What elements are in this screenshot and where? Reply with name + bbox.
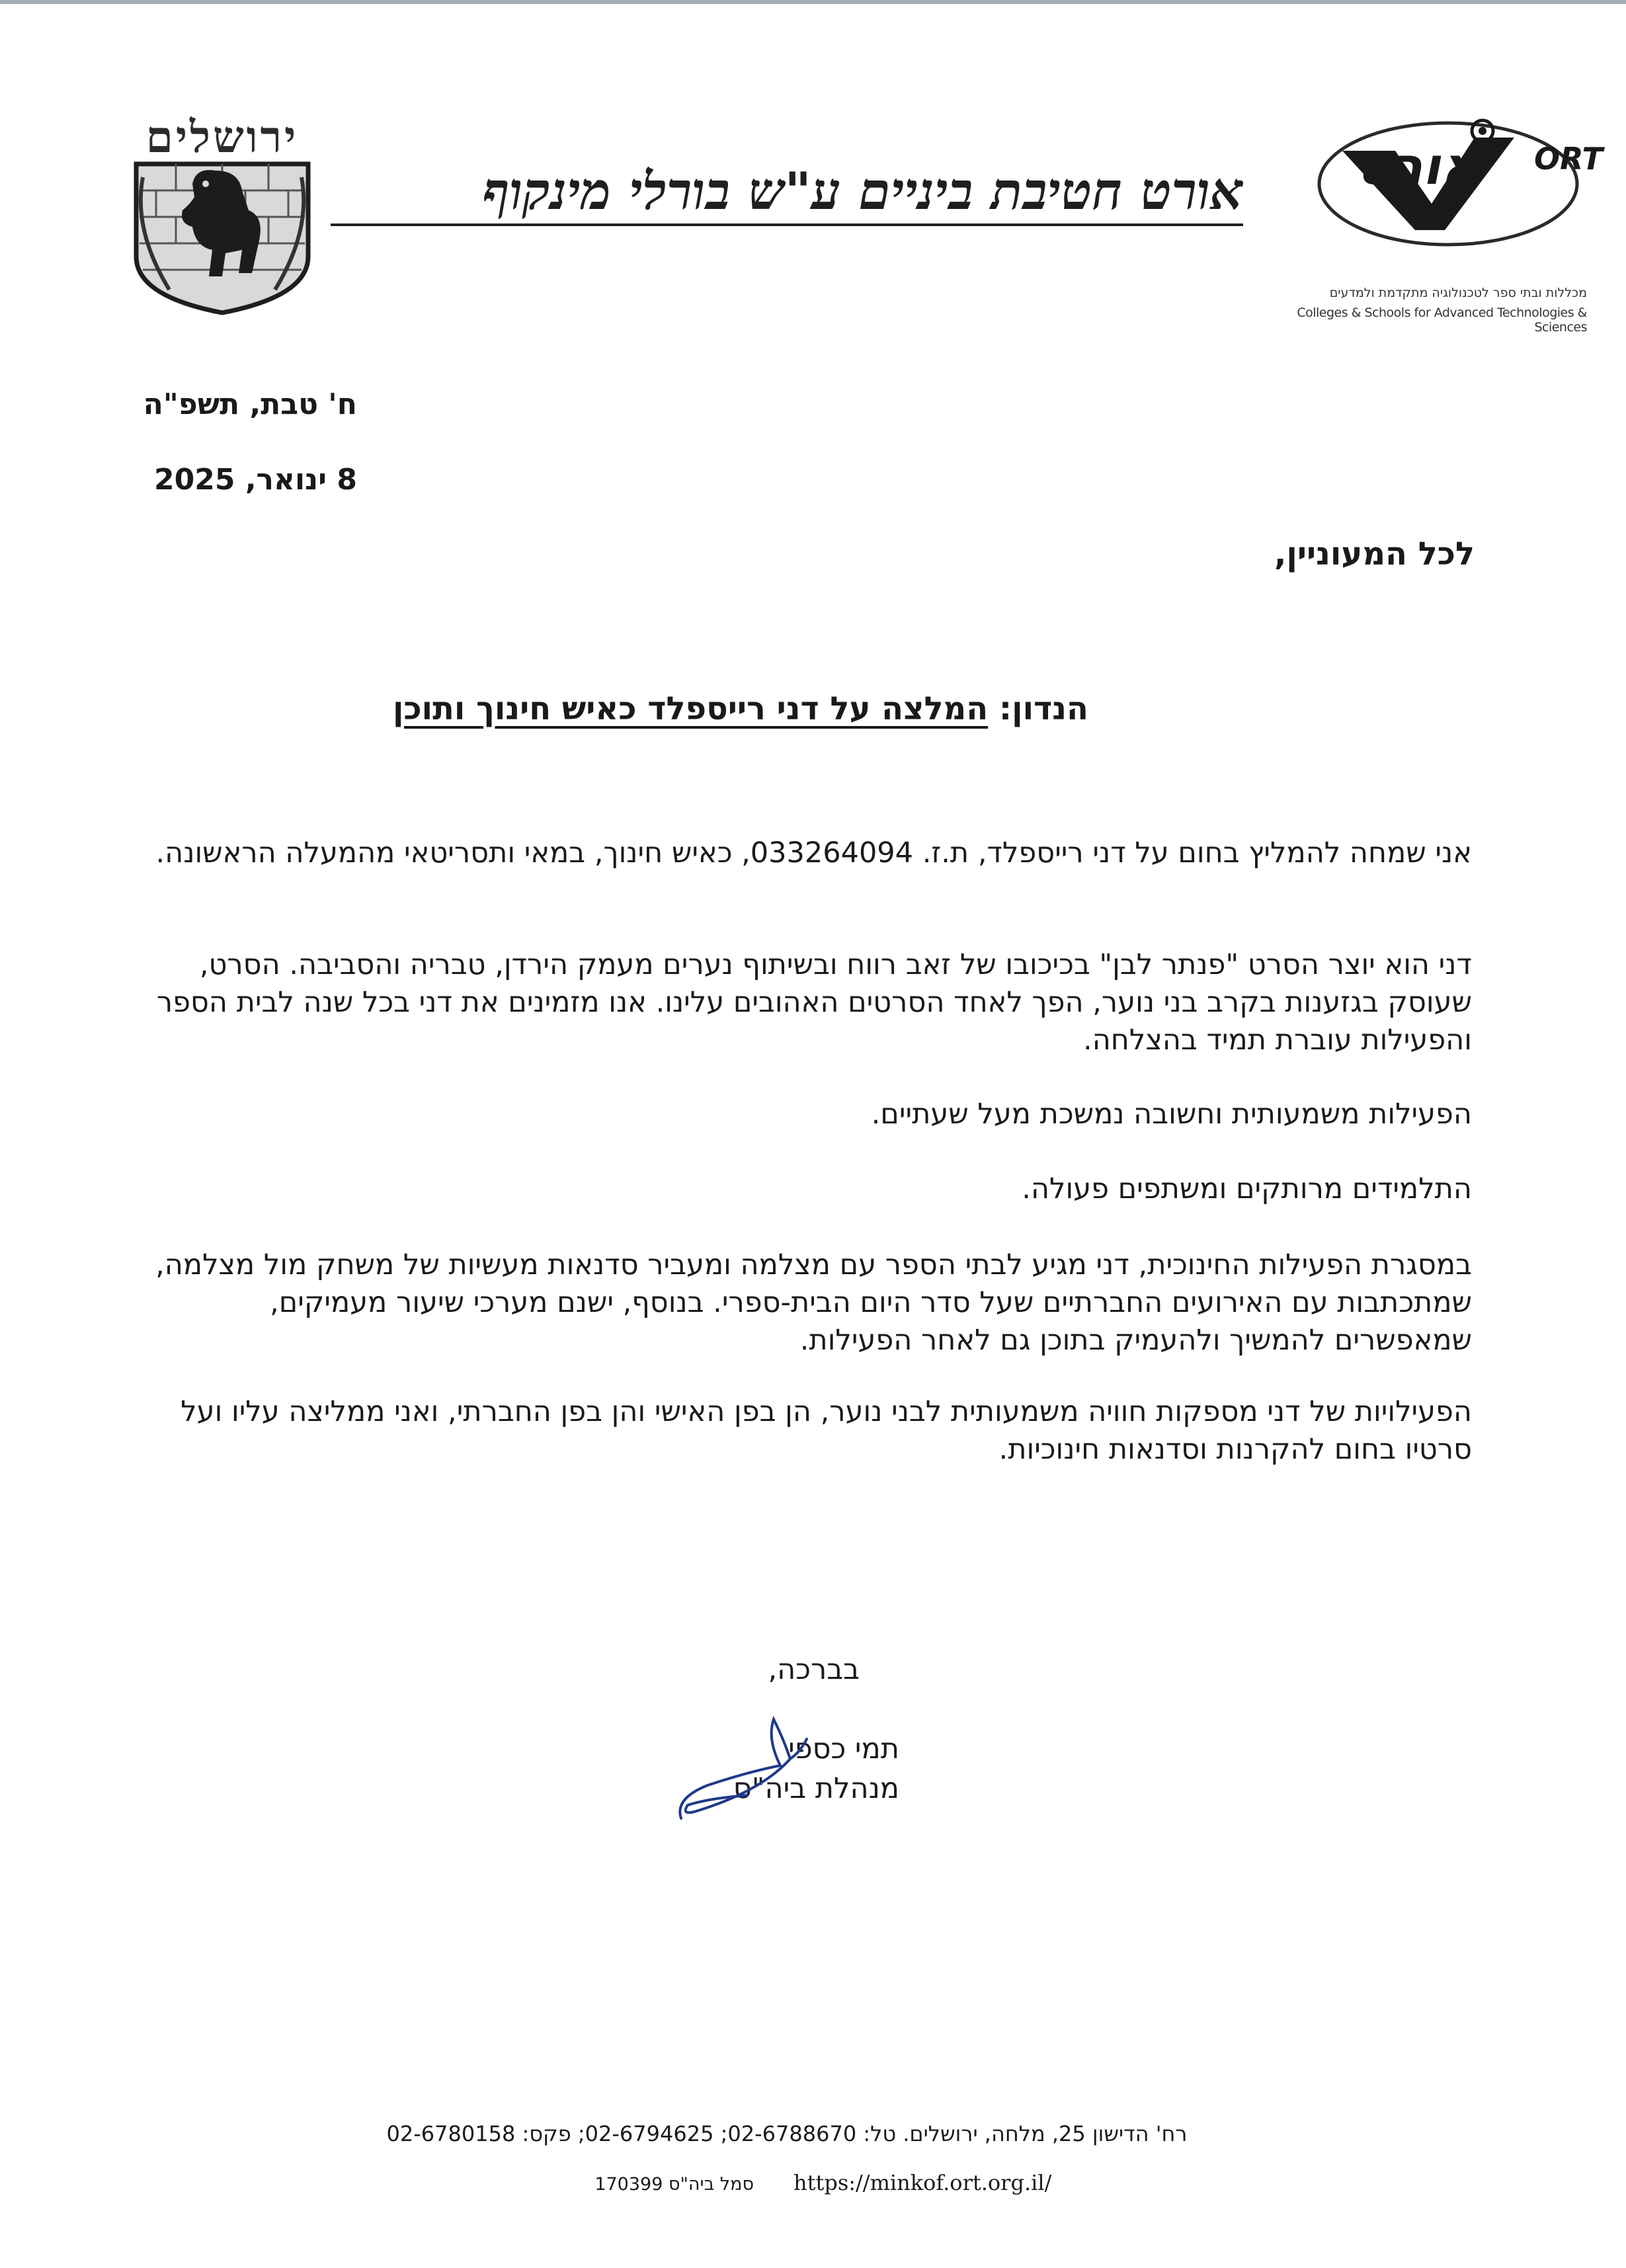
hebrew-date: ח' טבת, תשפ"ה bbox=[143, 387, 357, 421]
ort-logo bbox=[1316, 111, 1603, 257]
header-rule bbox=[331, 223, 1243, 226]
body-paragraph-1: אני שמחה להמליץ בחום על דני רייספלד, ת.ז. 033264094, כאיש חינוך, במאי ותסריטאי מהמעלה הראשונה. bbox=[155, 836, 1472, 870]
subject-prefix: הנדון: bbox=[998, 690, 1088, 727]
body-paragraph-3: הפעילות משמעותית וחשובה נמשכת מעל שעתיים. bbox=[871, 1098, 1472, 1131]
school-name: אורט חטיבת ביניים ע"ש בורלי מינקוף bbox=[482, 161, 1243, 222]
body-paragraph-4: התלמידים מרותקים ומשתפים פעולה. bbox=[1022, 1172, 1472, 1205]
ort-subtitle-english: Colleges & Schools for Advanced Technologies & Sciences bbox=[1297, 305, 1587, 335]
footer-school-code: סמל ביה"ס 170399 bbox=[594, 2174, 754, 2195]
signer-name: תמי כספי bbox=[788, 1732, 899, 1765]
closing-salutation: בברכה, bbox=[768, 1653, 860, 1686]
subject-line bbox=[331, 690, 1151, 727]
ort-badge: ORT bbox=[1534, 141, 1603, 177]
greeting: לכל המעוניין, bbox=[1274, 536, 1475, 573]
ort-logo-text: אורט bbox=[1356, 137, 1478, 196]
jerusalem-emblem bbox=[116, 111, 328, 316]
gregorian-date: 8 ינואר, 2025 bbox=[154, 463, 357, 497]
footer-address: רח' הדישון 25, מלחה, ירושלים. טל: 02-6788670; 02-6794625; פקס: 02-6780158 bbox=[386, 2121, 1188, 2146]
jerusalem-title: ירושלים bbox=[145, 111, 299, 163]
scan-edge bbox=[0, 0, 1626, 4]
ort-logo-icon bbox=[1316, 111, 1603, 257]
signature-mark bbox=[668, 1699, 886, 1832]
ort-subtitle-hebrew: מכללות ובתי ספר לטכנולוגיה מתקדמת ולמדעים bbox=[1329, 286, 1587, 300]
signer-role: מנהלת ביה"ס bbox=[733, 1772, 899, 1805]
body-paragraph-6: הפעילויות של דני מספקות חוויה משמעותית לבני נוער, הן בפן האישי והן בפן החברתי, ואני ממליצה עליו ועל סרטיו בחום להקרנות וסדנאות חינוכיות. bbox=[181, 1395, 1472, 1466]
body-paragraph-2: דני הוא יוצר הסרט "פנתר לבן" בכיכובו של זאב רווח ובשיתוף נערים מעמק הירדן, טבריה והסביבה. הסרט, שעוסק בגזענות בקרב בני נוער, הפך לאחד הסרטים האהובים עלינו. אנו מזמינים את דני בכל שנה לבית הספר והפעילות עוברת תמיד בהצלחה. bbox=[156, 948, 1472, 1057]
body-paragraph-5: במסגרת הפעילות החינוכית, דני מגיע לבתי הספר עם מצלמה ומעביר סדנאות מעשיות של משחק מול מצלמה, שמתכתבות עם האירועים החברתיים שעל סדר היום הבית-ספרי. בנוסף, ישנם מערכי שיעור מעמיקים, שמאפשרים להמשיך ולהעמיק בתוכן גם לאחר הפעילות. bbox=[155, 1248, 1472, 1357]
footer-website-link[interactable]: https://minkof.ort.org.il/ bbox=[793, 2170, 1052, 2195]
subject-text: המלצה על דני רייספלד כאיש חינוך ותוכן bbox=[393, 690, 989, 727]
